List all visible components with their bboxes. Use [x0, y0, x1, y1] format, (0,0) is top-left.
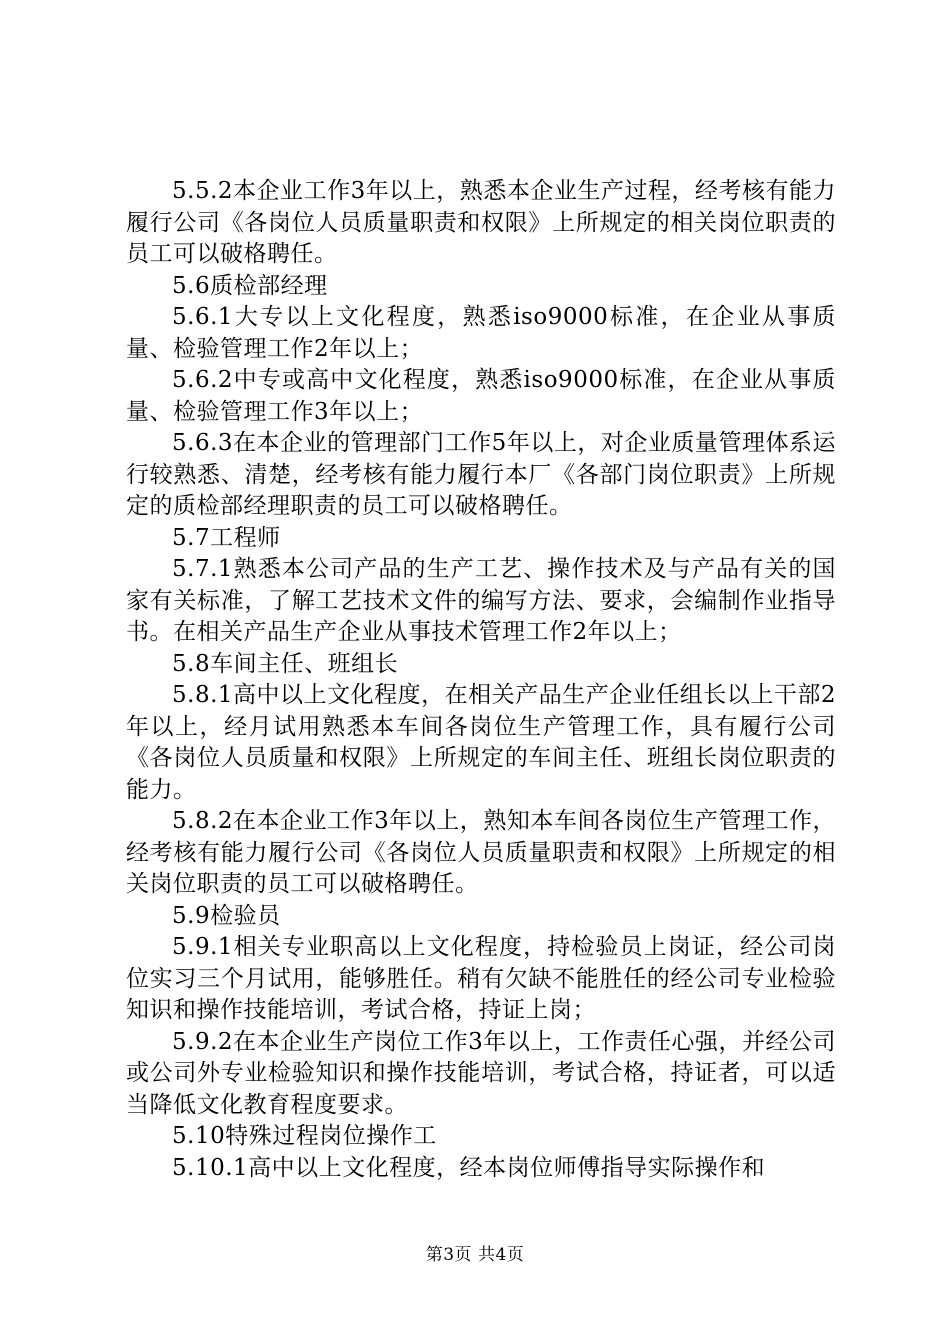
heading-5-10: 5.10特殊过程岗位操作工: [172, 1123, 437, 1149]
paragraph-5-6-3: 5.6.3在本企业的管理部门工作5年以上，对企业质量管理体系运行较熟悉、清楚，经考核有能力履行本厂《各部门岗位职责》上所规定的质检部经理职责的员工可以破格聘任。: [126, 430, 836, 519]
heading-5-8: 5.8车间主任、班组长: [172, 650, 399, 677]
document-body: [126, 176, 836, 1184]
heading-5-7: 5.7工程师: [172, 524, 281, 551]
heading-5-6: 5.6质检部经理: [172, 272, 328, 299]
paragraph-5-9-1: 5.9.1相关专业职高以上文化程度，持检验员上岗证，经公司岗位实习三个月试用，能够胜任。稍有欠缺不能胜任的经公司专业检验知识和操作技能培训，考试合格，持证上岗；: [126, 934, 836, 1023]
paragraph-5-9-2: 5.9.2在本企业生产岗位工作3年以上，工作责任心强，并经公司或公司外专业检验知识和操作技能培训，考试合格，持证者，可以适当降低文化教育程度要求。: [126, 1028, 836, 1118]
paragraph-5-6-2: 5.6.2中专或高中文化程度，熟悉iso9000标准，在企业从事质量、检验管理工作3年以上；: [126, 367, 836, 425]
paragraph-5-10-1: 5.10.1高中以上文化程度，经本岗位师傅指导实际操作和: [172, 1154, 766, 1181]
page-number-footer: 第3页 共4页: [425, 1245, 525, 1265]
paragraph-5-8-2: 5.8.2在本企业工作3年以上，熟知本车间各岗位生产管理工作，经考核有能力履行公司《各岗位人员质量职责和权限》上所规定的相关岗位职责的员工可以破格聘任。: [126, 808, 836, 897]
paragraph-5-7-1: 5.7.1熟悉本公司产品的生产工艺、操作技术及与产品有关的国家有关标准，了解工艺技术文件的编写方法、要求，会编制作业指导书。在相关产品生产企业从事技术管理工作2年以上；: [126, 556, 836, 645]
heading-5-9: 5.9检验员: [172, 902, 281, 929]
paragraph-5-6-1: 5.6.1大专以上文化程度，熟悉iso9000标准，在企业从事质量、检验管理工作2年以上；: [126, 304, 836, 362]
paragraph-5-8-1: 5.8.1高中以上文化程度，在相关产品生产企业任组长以上干部2年以上，经月试用熟悉本车间各岗位生产管理工作，具有履行公司《各岗位人员质量和权限》上所规定的车间主任、班组长岗位职责的能力。: [126, 682, 836, 803]
paragraph-5-5-2: 5.5.2本企业工作3年以上，熟悉本企业生产过程，经考核有能力履行公司《各岗位人员质量职责和权限》上所规定的相关岗位职责的员工可以破格聘任。: [126, 178, 836, 267]
